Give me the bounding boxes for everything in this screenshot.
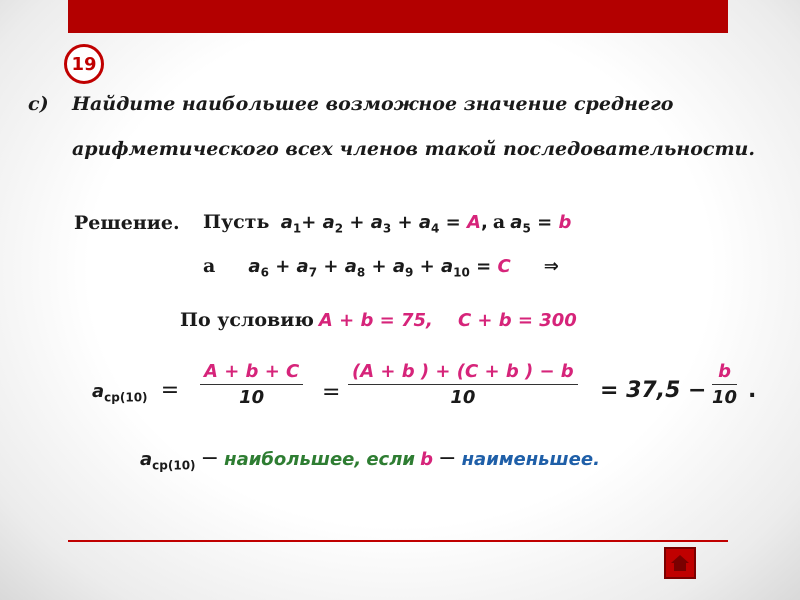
conclusion-largest: наибольшее, xyxy=(224,449,362,470)
solution-line-1 xyxy=(203,211,571,236)
sum-a6-a10: $a_6 + a_7 + a_8 + a_9 + a_{10} = C$ xyxy=(248,256,511,280)
conclusion-if: если xyxy=(366,449,416,470)
avg-sub: ср(10) xyxy=(104,390,148,405)
let-word: Пусть xyxy=(203,211,270,233)
conclusion-avg xyxy=(140,449,196,473)
fraction-1 xyxy=(200,361,303,408)
conclusion-dash-1: − xyxy=(200,446,220,471)
conclusion-avg-a: a xyxy=(140,449,153,470)
condition-line xyxy=(180,309,577,331)
fraction-3 xyxy=(712,361,737,408)
a5-equals-b: $a_5 = b$ xyxy=(510,212,572,236)
conclusion-dash-2: − xyxy=(438,446,457,471)
fraction-1-denominator: 10 xyxy=(239,387,265,408)
task-line-1: Найдите наибольшее возможное значение среднего xyxy=(72,93,674,115)
solution-line-2 xyxy=(203,255,559,280)
equals-1: = xyxy=(322,380,341,405)
condition-1: A + b = 75, xyxy=(318,310,433,331)
and-word-2: а xyxy=(203,255,216,277)
and-word-1: а xyxy=(492,211,506,233)
period: . xyxy=(748,378,757,403)
result-value: = 37,5 − xyxy=(600,378,707,403)
fraction-3-denominator: 10 xyxy=(712,387,738,408)
part-label: с) xyxy=(28,93,49,115)
sum-a1-a4: $a_1+ a_2 + a_3 + a_4 = A$, xyxy=(280,212,488,236)
fraction-2-numerator: (A + b ) + (C + b ) − b xyxy=(348,361,578,385)
avg-symbol: $a_{ср(10)}$ = xyxy=(92,378,180,405)
avg-a: a xyxy=(92,381,105,402)
home-icon xyxy=(670,553,690,573)
slide-number-badge xyxy=(64,44,104,84)
fraction-2 xyxy=(348,361,578,408)
fraction-3-numerator: b xyxy=(712,361,737,385)
conclusion-b: b xyxy=(420,449,433,470)
fraction-2-denominator: 10 xyxy=(450,387,476,408)
slide-number: 19 xyxy=(71,53,97,75)
home-button[interactable] xyxy=(664,547,696,579)
condition-label: По условию xyxy=(180,309,314,331)
bottom-line xyxy=(68,540,728,542)
conclusion-line xyxy=(140,446,600,473)
top-bar xyxy=(68,0,728,33)
fraction-1-numerator: A + b + C xyxy=(200,361,303,385)
conclusion-avg-sub: ср(10) xyxy=(152,458,196,473)
solution-label: Решение. xyxy=(74,212,180,234)
condition-2: C + b = 300 xyxy=(457,310,577,331)
implies-icon: ⇒ xyxy=(543,256,559,277)
conclusion-smallest: наименьшее. xyxy=(461,449,600,470)
task-line-2: арифметического всех членов такой последовательности. xyxy=(72,138,755,160)
